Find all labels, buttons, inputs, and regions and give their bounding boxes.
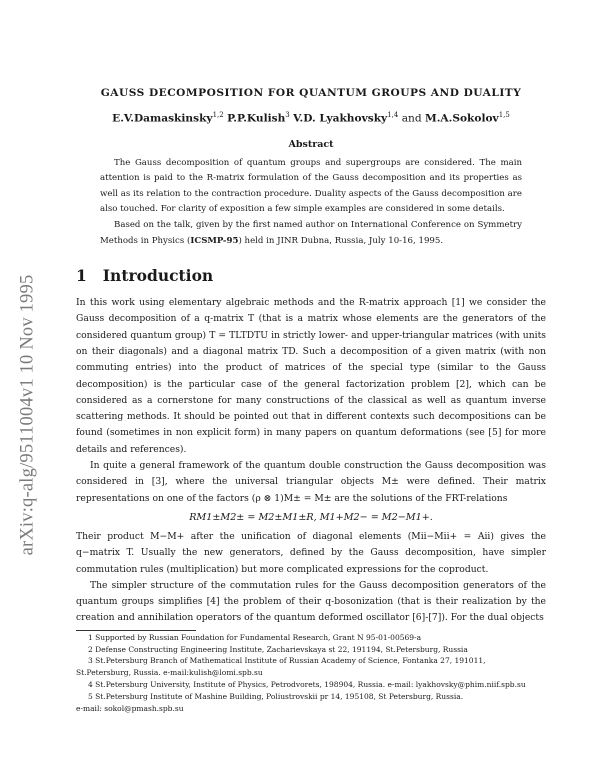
- author-list: [76, 111, 546, 125]
- section-title: Introduction: [102, 266, 214, 286]
- footnote-continuation: St.Petersburg, Russia. e-mail:kulish@lomi.spb.su: [76, 668, 263, 678]
- body-paragraph: Their product M−M+ after the unification of diagonal elements (Mii−Mii+ = Aii) gives the q−matrix T. Usually the new generators, defined by the Gauss decomposition, have simpler commutation rules (multiplication) but more complicated expressions for the coproduct.: [76, 530, 546, 575]
- body-paragraph: In this work using elementary algebraic methods and the R-matrix approach [1] we consider the Gauss decomposition of a q-matrix T (that is a matrix whose elements are the generators of the considered quantum group) T = TLTDTU in strictly lower- and upper-triangular matrices (with units on their diagonals) and a diagonal matrix TD. Such a decomposition of a given matrix (with non commuting entries) into the product of matrices of the special type (similar to the Gauss decomposition) is the particular case of the general factorization problem [2], which can be considered as a cornerstone for many constructions of the classical as well as quantum inverse scattering methods. It should be pointed out that in different contexts such decompositions can be found (sometimes in non explicit form) in many papers on quantum deformations (see [5] for more details and references).: [76, 297, 546, 455]
- author-conjunction: and: [401, 112, 422, 125]
- frt-equation: RM1±M2± = M2±M1±R, M1+M2− = M2−M1+.: [189, 511, 433, 523]
- footnotes: [76, 632, 546, 715]
- body-paragraph: In quite a general framework of the quantum double construction the Gauss decomposition was considered in [3], where the universal triangular objects M± were defined. Their matrix representations on one of the factors (ρ ⊗ 1)M± = M± are the solutions of the FRT-relations: [76, 460, 546, 504]
- footnote-divider: [76, 630, 196, 631]
- paper-page: [76, 87, 546, 714]
- arxiv-sidebar-stamp: [16, 215, 40, 615]
- paper-title: GAUSS DECOMPOSITION FOR QUANTUM GROUPS AND DUALITY: [100, 87, 522, 99]
- section-heading: [76, 266, 546, 285]
- author-name: P.P.Kulish: [227, 112, 286, 125]
- body-text: [76, 295, 546, 627]
- footnote-continuation: e-mail: sokol@pmash.spb.su: [76, 703, 184, 713]
- author-affiliation: 1,2: [212, 111, 224, 119]
- arxiv-id: arXiv:q-alg/9511004v1 10 Nov 1995: [17, 274, 38, 556]
- conference-acronym: ICSMP-95: [190, 235, 239, 246]
- abstract-note-text-end: ) held in JINR Dubna, Russia, July 10-16, 1995.: [238, 235, 444, 246]
- body-paragraph: The simpler structure of the commutation rules for the Gauss decomposition generators of the quantum groups simplifies [4] the problem of their q-bosonization (that is their realization by the creation and annihilation operators of the quantum deformed oscillator [6]-[7]). For the dual objects: [76, 579, 546, 624]
- abstract-note-text: Based on the talk, given by the first named author on International Conference on Symmetry Methods in Physics (: [100, 219, 522, 246]
- author-affiliation: 1,4: [387, 111, 399, 119]
- section-number: 1: [76, 266, 87, 286]
- author-affiliation: 1,5: [498, 111, 510, 119]
- author-affiliation: 3: [285, 111, 290, 119]
- author-name: M.A.Sokolov: [425, 112, 499, 125]
- footnote: 1 Supported by Russian Foundation for Fundamental Research, Grant N 95-01-00569-a: [88, 632, 422, 642]
- footnote: 5 St.Petersburg Institute of Mashine Building, Poliustrovskii pr 14, 195108, St Petersburg, Russia.: [88, 691, 464, 701]
- footnote: 3 St.Petersburg Branch of Mathematical Institute of Russian Academy of Science, Fontanka 27, 191011,: [88, 656, 486, 666]
- author-name: E.V.Damaskinsky: [112, 112, 213, 125]
- footnote: 4 St.Petersburg University, Institute of Physics, Petrodvorets, 198904, Russia. e-mail: lyakhovsky@phim.niif.spb.su: [88, 679, 526, 689]
- author-name: V.D. Lyakhovsky: [293, 112, 388, 125]
- footnote: 2 Defense Constructing Engineering Institute, Zacharievskaya st 22, 191194, St.Petersburg, Russia: [88, 644, 468, 654]
- abstract: [100, 156, 522, 250]
- abstract-paragraph: The Gauss decomposition of quantum groups and supergroups are considered. The main attention is paid to the R-matrix formulation of the Gauss decomposition and its properties as well as its relation to the contraction procedure. Duality aspects of the Gauss decomposition are also touched. For clarity of exposition a few simple examples are considered in some details.: [100, 157, 522, 215]
- abstract-heading: Abstract: [288, 138, 334, 150]
- abstract-note: [100, 218, 522, 249]
